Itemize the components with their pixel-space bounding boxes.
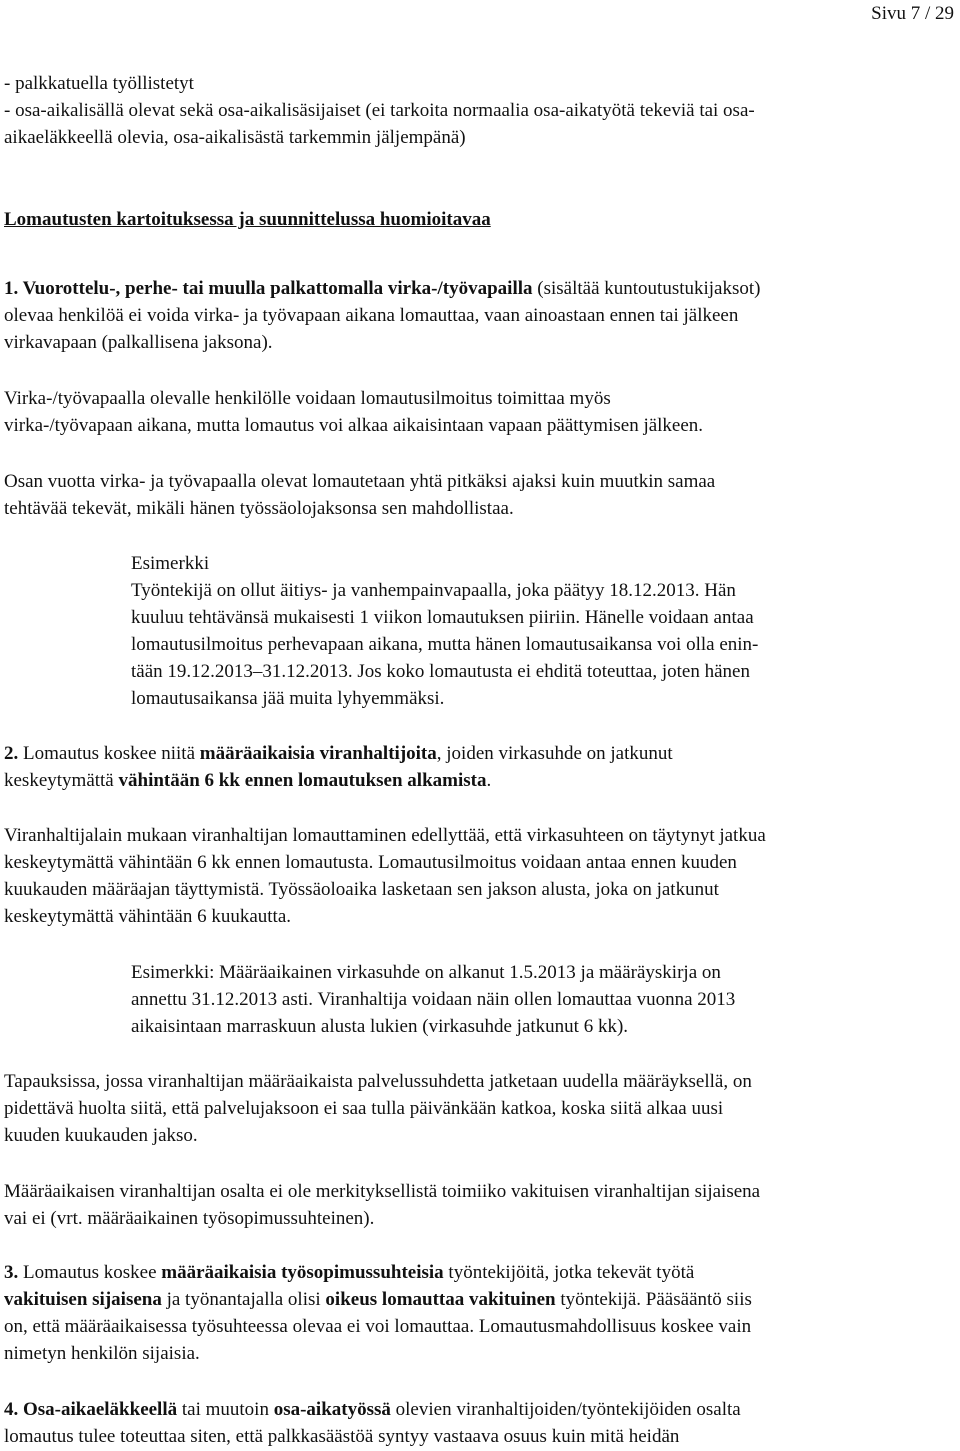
- item-1-line: olevaa henkilöä ei voida virka- ja työvapaan aikana lomauttaa, vaan ainoastaan ennen tai jälkeen: [4, 305, 739, 326]
- item-4-text: tai muutoin: [177, 1399, 274, 1420]
- item-4-bold: Osa-aikaeläkkeellä: [18, 1399, 178, 1420]
- paragraph-line: Virka-/työvapaalla olevalle henkilölle voidaan lomautusilmoitus toimittaa myös: [4, 388, 611, 409]
- example-1: [131, 550, 931, 712]
- item-2-text: , joiden virkasuhde on jatkunut: [436, 743, 673, 764]
- example-line: Esimerkki: Määräaikainen virkasuhde on alkanut 1.5.2013 ja määräyskirja on: [131, 962, 721, 983]
- item-4-bold: osa-aikatyössä: [273, 1399, 391, 1420]
- item-2-text: .: [486, 770, 492, 791]
- page-number: Sivu 7 / 29: [871, 3, 954, 24]
- paragraph-line: virka-/työvapaan aikana, mutta lomautus voi alkaa aikaisintaan vapaan päättymisen jälkeen.: [4, 415, 704, 436]
- item-3-number: 3.: [4, 1262, 19, 1283]
- item-2-number: 2.: [4, 743, 19, 764]
- example-line: annettu 31.12.2013 asti. Viranhaltija voidaan näin ollen lomauttaa vuonna 2013: [131, 989, 736, 1010]
- item-1-first-line: [4, 275, 954, 302]
- intro-line: - osa-aikalisällä olevat sekä osa-aikalisäsijaiset (ei tarkoita normaalia osa-aikatyötä tekeviä tai osa-: [4, 100, 755, 121]
- item-1-bold: 1. Vuorottelu-, perhe- tai muulla palkattomalla virka-/työvapailla: [4, 278, 533, 299]
- item-1: [4, 275, 954, 356]
- intro-line: aikaeläkkeellä olevia, osa-aikalisästä tarkemmin jäljempänä): [4, 127, 466, 148]
- item-3-bold: määräaikaisia työsopimussuhteisia: [161, 1262, 444, 1283]
- item-3-line-3: on, että määräaikaisessa työsuhteessa olevaa ei voi lomauttaa. Lomautusmahdollisuus koskee vain: [4, 1316, 752, 1337]
- item-2-text: Lomautus koskee niitä: [18, 743, 200, 764]
- item-3-bold: vakituisen sijaisena: [4, 1289, 162, 1310]
- item-2-bold: määräaikaisia viranhaltijoita: [199, 743, 437, 764]
- paragraph-line: Osan vuotta virka- ja työvapaalla olevat lomautetaan yhtä pitkäksi ajaksi kuin muutkin samaa: [4, 471, 716, 492]
- item-3-line-1: [4, 1259, 954, 1286]
- item-2-line-1: [4, 740, 954, 767]
- example-line: tään 19.12.2013–31.12.2013. Jos koko lomautusta ei ehditä toteuttaa, joten hänen: [131, 661, 750, 682]
- item-3-bold: oikeus lomauttaa vakituinen: [325, 1289, 556, 1310]
- paragraph-line: keskeytymättä vähintään 6 kk ennen lomautusta. Lomautusilmoitus voidaan antaa ennen kuuden: [4, 852, 737, 873]
- item-2-text: keskeytymättä: [4, 770, 119, 791]
- intro-list: [4, 70, 954, 151]
- paragraph-line: tehtävää tekevät, mikäli hänen työssäolojaksonsa sen mahdollistaa.: [4, 498, 514, 519]
- item-2: [4, 740, 954, 794]
- paragraph-line: keskeytymättä vähintään 6 kuukautta.: [4, 906, 292, 927]
- item-3-text: työntekijä. Pääsääntö siis: [555, 1289, 752, 1310]
- example-line: lomautusilmoitus perhevapaan aikana, mutta hänen lomautusaikansa voi olla enin-: [131, 634, 759, 655]
- paragraph-line: kuuden kuukauden jakso.: [4, 1125, 198, 1146]
- item-2-line-2: [4, 767, 954, 794]
- paragraph-line: pidettävä huolta siitä, että palvelujaksoon ei saa tulla päivänkään katkoa, koska siitä alkaa uusi: [4, 1098, 724, 1119]
- item-4-line-2: lomautus tulee toteuttaa siten, että palkkasäästöä syntyy vastaava osuus kuin mitä heidän: [4, 1426, 680, 1447]
- item-1-rest: (sisältää kuntoutustukijaksot): [532, 278, 761, 299]
- paragraph-osan-vuotta: [4, 468, 954, 522]
- paragraph-maaraaikaisen: [4, 1178, 954, 1232]
- item-3: [4, 1259, 954, 1367]
- item-3-text: ja työnantajalla olisi: [161, 1289, 326, 1310]
- item-3-text: Lomautus koskee: [18, 1262, 162, 1283]
- paragraph-line: Viranhaltijalain mukaan viranhaltijan lomauttaminen edellyttää, että virkasuhteen on täytynyt jatkua: [4, 825, 766, 846]
- paragraph-line: kuukauden määräajan täyttymistä. Työssäoloaika lasketaan sen jakson alusta, joka on jatkunut: [4, 879, 719, 900]
- item-4-number: 4.: [4, 1399, 19, 1420]
- item-4-line-1: [4, 1396, 954, 1423]
- item-2-bold: vähintään 6 kk ennen lomautuksen alkamista: [118, 770, 487, 791]
- item-3-text: työntekijöitä, jotka tekevät työtä: [443, 1262, 695, 1283]
- intro-line: - palkkatuella työllistetyt: [4, 73, 194, 94]
- item-3-line-2: [4, 1286, 954, 1313]
- item-4: [4, 1396, 954, 1450]
- example-line: lomautusaikansa jää muita lyhyemmäksi.: [131, 688, 445, 709]
- paragraph-line: vai ei (vrt. määräaikainen työsopimussuhteinen).: [4, 1208, 375, 1229]
- paragraph-line: Määräaikaisen viranhaltijan osalta ei ole merkityksellistä toimiiko vakituisen viranhaltijan sijaisena: [4, 1181, 761, 1202]
- example-2: [131, 959, 931, 1040]
- example-line: aikaisintaan marraskuun alusta lukien (virkasuhde jatkunut 6 kk).: [131, 1016, 629, 1037]
- paragraph-viranhaltijalaki: [4, 822, 954, 930]
- paragraph-virkavapaa: [4, 385, 954, 439]
- item-4-text: olevien viranhaltijoiden/työntekijöiden osalta: [390, 1399, 741, 1420]
- example-line: Työntekijä on ollut äitiys- ja vanhempainvapaalla, joka päätyy 18.12.2013. Hän: [131, 580, 736, 601]
- example-line: Esimerkki: [131, 553, 210, 574]
- item-1-line: virkavapaan (palkallisena jaksona).: [4, 332, 273, 353]
- section-heading-text: Lomautusten kartoituksessa ja suunnittelussa huomioitavaa: [4, 209, 491, 230]
- paragraph-line: Tapauksissa, jossa viranhaltijan määräaikaista palvelussuhdetta jatketaan uudella määräyksellä, on: [4, 1071, 752, 1092]
- paragraph-tapauksissa: [4, 1068, 954, 1149]
- example-line: kuuluu tehtävänsä mukaisesti 1 viikon lomautuksen piiriin. Hänelle voidaan antaa: [131, 607, 754, 628]
- section-heading: [4, 206, 954, 233]
- item-3-line-4: nimetyn henkilön sijaisia.: [4, 1343, 200, 1364]
